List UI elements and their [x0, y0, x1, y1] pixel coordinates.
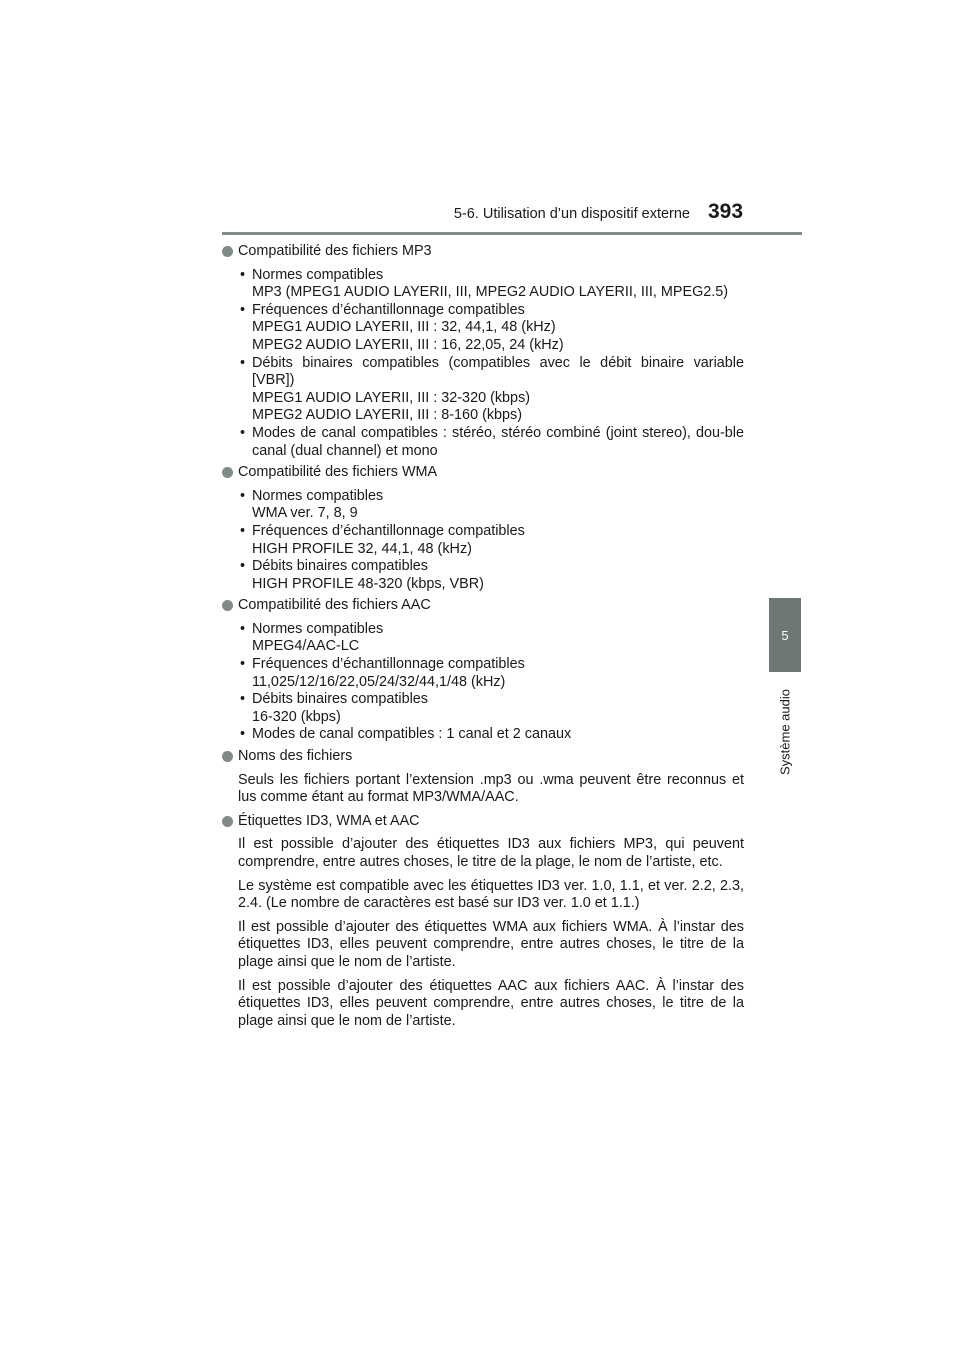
list-item: [222, 726, 744, 744]
section-file-names: [222, 748, 744, 807]
page-number: 393: [708, 200, 744, 223]
item-value: HIGH PROFILE 32, 44,1, 48 (kHz): [252, 540, 472, 557]
section-mp3: [222, 243, 744, 460]
item-bullet: •: [240, 354, 246, 371]
item-bullet: •: [240, 424, 246, 441]
section-title: Étiquettes ID3, WMA et AAC: [238, 812, 420, 829]
list-item: [222, 355, 744, 390]
item-title: Normes compatibles: [252, 487, 384, 504]
item-bullet: •: [240, 487, 246, 504]
list-item: [222, 302, 744, 320]
chapter-tab: [769, 598, 801, 672]
item-bullet: •: [240, 691, 246, 708]
list-item: [222, 488, 744, 506]
item-bullet: •: [240, 522, 246, 539]
header-title: 5-6. Utilisation d’un dispositif externe: [453, 206, 690, 222]
chapter-label: Système audio: [777, 689, 793, 775]
list-item: [222, 558, 744, 576]
paragraph: Le système est compatible avec les étiquettes ID3 ver. 1.0, 1.1, et ver. 2.2, 2.3, 2.4. (Le nombre de caractères est basé sur ID3 ver. 1.0 et 1.1.): [238, 877, 744, 912]
section-bullet-icon: [222, 467, 233, 478]
section-title: Compatibilité des fichiers AAC: [238, 597, 431, 614]
section-title: Noms des fichiers: [238, 748, 353, 765]
item-title: Normes compatibles: [252, 266, 384, 283]
section-title: Compatibilité des fichiers WMA: [238, 464, 438, 481]
header-rule: [222, 232, 802, 235]
item-value: MPEG1 AUDIO LAYERII, III : 32-320 (kbps): [252, 389, 531, 406]
paragraph: Seuls les fichiers portant l’extension .mp3 ou .wma peuvent être reconnus et lus comme étant au format MP3/WMA/AAC.: [238, 771, 744, 806]
item-title: Normes compatibles: [252, 620, 384, 637]
list-item: [222, 425, 744, 460]
list-item: [222, 523, 744, 541]
section-bullet-icon: [222, 816, 233, 827]
item-bullet: •: [240, 726, 246, 743]
item-bullet: •: [240, 266, 246, 283]
item-bullet: •: [240, 620, 246, 637]
section-bullet-icon: [222, 246, 233, 257]
item-value: MPEG2 AUDIO LAYERII, III : 8-160 (kbps): [252, 407, 523, 424]
item-value: HIGH PROFILE 48-320 (kbps, VBR): [252, 575, 484, 592]
item-value: MPEG2 AUDIO LAYERII, III : 16, 22,05, 24 (kHz): [252, 336, 564, 353]
item-title: Modes de canal compatibles : 1 canal et 2 canaux: [252, 726, 572, 743]
section-title: Compatibilité des fichiers MP3: [238, 243, 432, 259]
section-bullet-icon: [222, 600, 233, 611]
paragraph: Il est possible d’ajouter des étiquettes WMA aux fichiers WMA. À l’instar des étiquettes ID3, elles peuvent comprendre, entre autres choses, le titre de la plage ainsi que le nom de l’artiste.: [238, 918, 744, 970]
item-title: Fréquences d’échantillonnage compatibles: [252, 301, 525, 318]
item-value: 11,025/12/16/22,05/24/32/44,1/48 (kHz): [252, 673, 506, 690]
item-title: Débits binaires compatibles: [252, 691, 428, 708]
section-bullet-icon: [222, 751, 233, 762]
chapter-number: 5: [781, 627, 789, 643]
paragraph: Il est possible d’ajouter des étiquettes ID3 aux fichiers MP3, qui peuvent comprendre, entre autres choses, le titre de la plage, le nom de l’artiste, etc.: [238, 836, 744, 870]
section-wma: [222, 464, 744, 593]
item-value: MPEG1 AUDIO LAYERII, III : 32, 44,1, 48 (kHz): [252, 319, 556, 336]
section-aac: [222, 597, 744, 744]
item-title: Débits binaires compatibles (compatibles avec le débit binaire variable [VBR]): [252, 354, 744, 389]
list-item: [222, 691, 744, 709]
item-bullet: •: [240, 558, 246, 575]
section-tags: [222, 813, 744, 1031]
item-title: Fréquences d’échantillonnage compatibles: [252, 522, 525, 539]
list-item: [222, 267, 744, 285]
list-item: [222, 656, 744, 674]
item-bullet: •: [240, 301, 246, 318]
item-value: 16-320 (kbps): [252, 708, 341, 725]
item-bullet: •: [240, 656, 246, 673]
item-title: Modes de canal compatibles : stéréo, stéréo combiné (joint stereo), dou-ble canal (dual channel) et mono: [252, 424, 744, 459]
item-title: Fréquences d’échantillonnage compatibles: [252, 656, 525, 673]
item-title: Débits binaires compatibles: [252, 558, 428, 575]
item-value: MPEG4/AAC-LC: [252, 638, 360, 655]
item-value: WMA ver. 7, 8, 9: [252, 505, 358, 522]
item-value: MP3 (MPEG1 AUDIO LAYERII, III, MPEG2 AUDIO LAYERII, III, MPEG2.5): [252, 284, 729, 301]
paragraph: Il est possible d’ajouter des étiquettes AAC aux fichiers AAC. À l’instar des étiquettes ID3, elles peuvent comprendre, entre autres choses, le titre de la plage ainsi que le nom de l’artiste.: [238, 977, 744, 1029]
page-content: [222, 243, 744, 1036]
list-item: [222, 621, 744, 639]
